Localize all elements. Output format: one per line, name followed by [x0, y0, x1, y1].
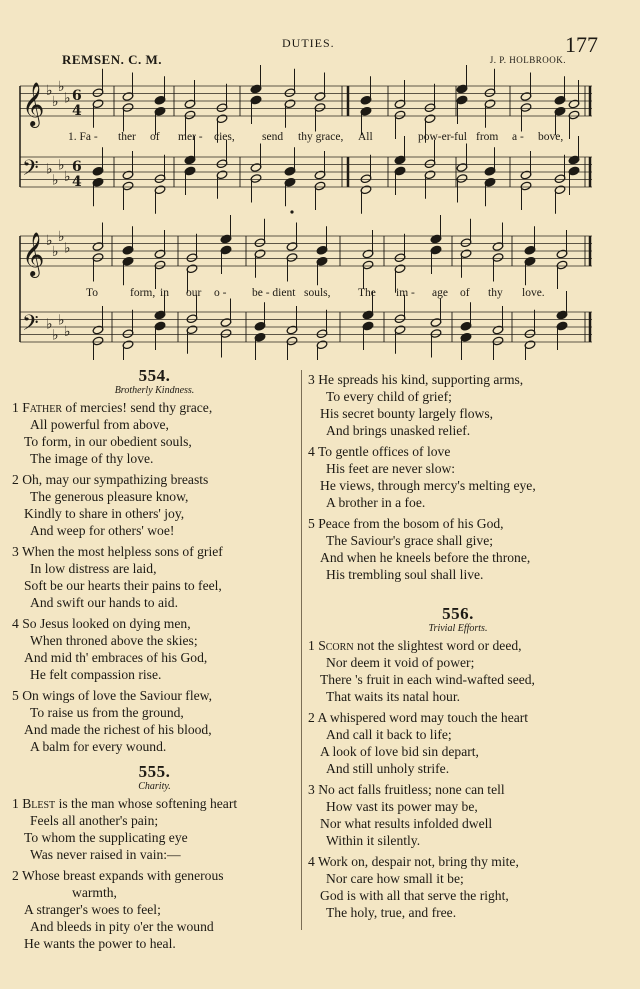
lyric-syllable: o -	[214, 287, 227, 299]
flat-icon: ♭	[46, 232, 53, 249]
tune-name: REMSEN. C. M.	[62, 52, 163, 67]
hymn-line: A stranger's woes to feel;	[24, 902, 161, 917]
hymn-subtitle: Charity.	[138, 781, 171, 792]
lyric-syllable: im -	[396, 287, 415, 299]
lyric-syllable: from	[476, 131, 499, 143]
hymn-line: 1 Scorn not the slightest word or deed,	[308, 638, 522, 653]
bass-clef-icon: 𝄢	[22, 156, 39, 186]
hymn-line: He felt compassion rise.	[30, 667, 162, 682]
hymn-line: 5 Peace from the bosom of his God,	[308, 516, 504, 531]
stanza	[308, 709, 608, 777]
stanza	[308, 781, 608, 849]
stanza	[308, 443, 608, 511]
bass-clef-icon: 𝄢	[22, 311, 39, 341]
lyric-syllable: in	[160, 287, 169, 299]
hymn-line: His feet are never slow:	[326, 461, 456, 476]
lyric-syllable: a -	[512, 131, 524, 143]
left-column	[12, 367, 297, 952]
right-column	[308, 371, 608, 921]
hymn-line: His trembling soul shall live.	[326, 567, 484, 582]
hymn-line: A brother in a foe.	[326, 495, 426, 510]
hymn-line: And brings unasked relief.	[326, 423, 471, 438]
composer-credit: J. P. HOLBROOK.	[489, 55, 566, 65]
flat-icon: ♭	[64, 90, 71, 107]
flat-icon: ♭	[64, 323, 71, 340]
hymn-line: To raise us from the ground,	[30, 705, 184, 720]
hymn-line: The Saviour's grace shall give;	[326, 533, 494, 548]
hymn-line: The generous pleasure know,	[30, 489, 189, 504]
hymn-line: Kindly to share in others' joy,	[24, 506, 185, 521]
lyric-syllable: love.	[522, 287, 545, 299]
stanza	[308, 853, 608, 921]
treble-clef-icon: 𝄞	[22, 232, 45, 276]
lyric-syllable: To	[86, 287, 98, 299]
hymn-number: 555.	[138, 762, 171, 781]
hymn-line: 2 Oh, may our sympathizing breasts	[12, 472, 209, 487]
hymn-line: 4 So Jesus looked on dying men,	[12, 616, 191, 631]
flat-icon: ♭	[52, 172, 59, 189]
flat-icon: ♭	[58, 312, 65, 329]
stanza	[12, 795, 297, 863]
stanza	[308, 371, 608, 439]
hymn-number: 554.	[138, 366, 171, 385]
hymn-line: And weep for others' woe!	[30, 523, 175, 538]
flat-icon: ♭	[46, 316, 53, 333]
flat-icon: ♭	[52, 244, 59, 260]
hymn-line: Nor deem it void of power;	[326, 655, 475, 670]
stanza	[12, 687, 297, 755]
hymn-line: His secret bounty largely flows,	[320, 406, 494, 421]
hymn-line: Feels all another's pain;	[30, 813, 159, 828]
hymn-line: And call it back to life;	[326, 727, 452, 742]
hymn-line: 3 When the most helpless sons of grief	[12, 544, 223, 559]
hymn-line: He wants the power to heal.	[24, 936, 176, 951]
stanza	[12, 471, 297, 539]
hymn-line: 3 No act falls fruitless; none can tell	[308, 782, 505, 797]
hymn-line: 5 On wings of love the Saviour flew,	[12, 688, 212, 703]
flat-icon: ♭	[58, 157, 65, 174]
lyric-syllable: cies,	[214, 131, 235, 143]
hymn-line: To form, in our obedient souls,	[24, 434, 192, 449]
hymn-line: And bleeds in pity o'er the wound	[30, 919, 214, 934]
lyric-syllable: our	[186, 287, 202, 299]
lyric-syllable: of	[150, 131, 160, 143]
stanza	[12, 399, 297, 467]
flat-icon: ♭	[64, 168, 71, 185]
lyric-syllable: bove,	[538, 131, 564, 143]
hymn-line: Within it silently.	[326, 833, 421, 848]
lyric-syllable: be - dient	[252, 287, 296, 299]
flat-icon: ♭	[52, 327, 59, 344]
hymn-line: To whom the supplicating eye	[24, 830, 188, 845]
time-signature-top: 6	[72, 159, 82, 175]
hymn-line: 2 A whispered word may touch the heart	[308, 710, 529, 725]
lyric-syllable: age	[432, 287, 448, 299]
lyric-syllable: mer -	[178, 131, 203, 143]
lyric-syllable: ther	[118, 131, 136, 143]
treble-clef-icon: 𝄞	[22, 82, 45, 126]
hymn-line: warmth,	[72, 885, 117, 900]
hymn-line: 4 To gentle offices of love	[308, 444, 451, 459]
hymn-line: To every child of grief;	[326, 389, 452, 404]
stanza	[308, 515, 608, 583]
lyric-syllable: send	[262, 131, 284, 143]
lyric-syllable: 1. Fa -	[68, 131, 98, 143]
hymn-line: All powerful from above,	[30, 417, 169, 432]
hymn-line: Nor what results infolded dwell	[320, 816, 493, 831]
hymn-line: 3 He spreads his kind, supporting arms,	[308, 372, 524, 387]
hymn-line: In low distress are laid,	[30, 561, 157, 576]
column-divider	[301, 370, 302, 930]
lyric-syllable: of	[460, 287, 470, 299]
hymn-line: Nor care how small it be;	[326, 871, 464, 886]
flat-icon: ♭	[52, 94, 59, 110]
flat-icon: ♭	[58, 229, 65, 245]
flat-icon: ♭	[58, 79, 65, 95]
hymn-line: There 's fruit in each wind-wafted seed,	[320, 672, 535, 687]
stanza	[12, 543, 297, 611]
hymn-line: When throned above the skies;	[30, 633, 198, 648]
hymn-line: 1 Blest is the man whose softening heart	[12, 796, 238, 811]
hymn-line: 2 Whose breast expands with generous	[12, 868, 224, 883]
flat-icon: ♭	[46, 82, 53, 99]
flat-icon: ♭	[64, 240, 71, 257]
hymn-subtitle: Trivial Efforts.	[428, 623, 488, 634]
hymn-line: 1 Father of mercies! send thy grace,	[12, 400, 213, 415]
lyric-syllable: All	[358, 131, 373, 143]
running-title: DUTIES.	[282, 36, 335, 50]
lyric-syllable: souls,	[304, 287, 331, 299]
time-signature-top: 6	[72, 88, 82, 104]
stanza	[308, 637, 608, 705]
hymn-subtitle: Brotherly Kindness.	[114, 385, 195, 396]
hymn-line: How vast its power may be,	[326, 799, 478, 814]
hymn-line: Soft be our hearts their pains to feel,	[24, 578, 222, 593]
hymn-line: The image of thy love.	[30, 451, 154, 466]
lyric-syllable: thy grace,	[298, 131, 344, 143]
sheet-music	[0, 0, 640, 360]
stanza	[12, 615, 297, 683]
hymn-line: And still unholy strife.	[326, 761, 450, 776]
hymn-line: 4 Work on, despair not, bring thy mite,	[308, 854, 519, 869]
hymn-line: Was never raised in vain:—	[30, 847, 181, 862]
hymn-line: And swift our hands to aid.	[30, 595, 179, 610]
hymn-line: A balm for every wound.	[30, 739, 167, 754]
hymn-line: And mid th' embraces of his God,	[24, 650, 208, 665]
hymn-number: 556.	[442, 604, 474, 623]
lyric-syllable: form,	[130, 287, 156, 299]
hymn-line: A look of love bid sin depart,	[320, 744, 479, 759]
lyric-syllable: The	[358, 287, 376, 299]
hymn-line: And when he kneels before the throne,	[320, 550, 531, 565]
hymn-line: That waits its natal hour.	[326, 689, 461, 704]
time-signature-bottom: 4	[72, 103, 82, 119]
hymn-line: God is with all that serve the right,	[320, 888, 509, 903]
time-signature-bottom: 4	[72, 174, 82, 190]
lyric-syllable: pow-er-ful	[418, 131, 467, 143]
hymn-line: He views, through mercy's melting eye,	[320, 478, 536, 493]
hymn-line: The holy, true, and free.	[326, 905, 457, 920]
page-number: 177	[565, 32, 598, 57]
hymn-line: And made the richest of his blood,	[24, 722, 212, 737]
fermata-dot	[290, 210, 293, 213]
flat-icon: ♭	[46, 161, 53, 178]
stanza	[12, 867, 297, 952]
lyric-syllable: thy	[488, 287, 503, 299]
